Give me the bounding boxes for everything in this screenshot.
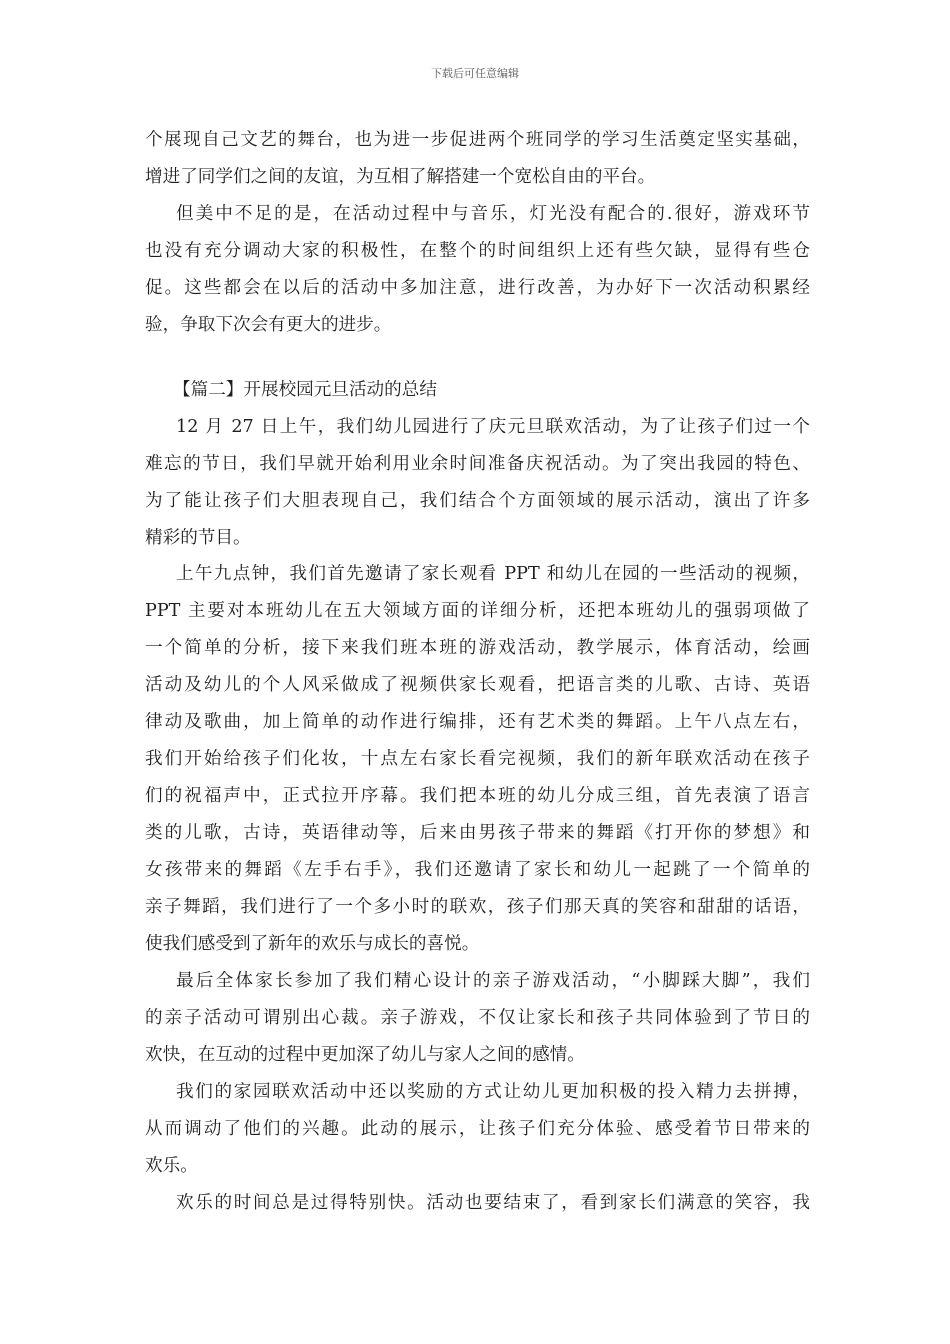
text-line: 律动及歌曲，加上简单的动作进行编排，还有艺术类的舞蹈。上午八点左右， bbox=[145, 712, 810, 732]
section-heading: 【篇二】开展校园元旦活动的总结 bbox=[173, 380, 437, 400]
text-line: 也没有充分调动大家的积极性，在整个的时间组织上还有些欠缺，显得有些仓 bbox=[145, 241, 810, 261]
text-line: 女孩带来的舞蹈《左手右手》，我们还邀请了家长和幼儿一起跳了一个简单的 bbox=[145, 860, 810, 880]
text-line: 亲子舞蹈，我们进行了一个多小时的联欢，孩子们那天真的笑容和甜甜的话语， bbox=[145, 897, 810, 917]
text-line: 增进了同学们之间的友谊，为互相了解搭建一个宽松自由的平台。 bbox=[145, 167, 656, 187]
text-line: 类的儿歌，古诗，英语律动等，后来由男孩子带来的舞蹈《打开你的梦想》和 bbox=[145, 823, 810, 843]
text-line: PPT 主要对本班幼儿在五大领域方面的详细分析，还把本班幼儿的强弱项做了 bbox=[145, 601, 810, 621]
text-line: 上午九点钟，我们首先邀请了家长观看 PPT 和幼儿在园的一些活动的视频， bbox=[176, 564, 810, 584]
text-line: 但美中不足的是，在活动过程中与音乐，灯光没有配合的.很好，游戏环节 bbox=[176, 204, 810, 224]
text-line: 促。这些都会在以后的活动中多加注意，进行改善，为办好下一次活动积累经 bbox=[145, 278, 810, 298]
text-line: 验，争取下次会有更大的进步。 bbox=[145, 315, 392, 335]
page-header: 下载后可任意编辑 bbox=[431, 67, 519, 80]
text-line: 一个简单的分析，接下来我们班本班的游戏活动，教学展示，体育活动，绘画 bbox=[145, 638, 810, 658]
text-line: 12 月 27 日上午，我们幼儿园进行了庆元旦联欢活动，为了让孩子们过一个 bbox=[176, 417, 810, 437]
text-line: 的亲子活动可谓别出心裁。亲子游戏，不仅让家长和孩子共同体验到了节日的 bbox=[145, 1008, 810, 1028]
text-line: 最后全体家长参加了我们精心设计的亲子游戏活动，“小脚踩大脚”，我们 bbox=[176, 971, 810, 991]
text-line: 个展现自己文艺的舞台，也为进一步促进两个班同学的学习生活奠定坚实基础， bbox=[145, 130, 810, 150]
text-line: 从而调动了他们的兴趣。此动的展示，让孩子们充分体验、感受着节日带来的 bbox=[145, 1119, 810, 1139]
text-line: 欢乐的时间总是过得特别快。活动也要结束了，看到家长们满意的笑容，我 bbox=[176, 1193, 810, 1213]
text-line: 精彩的节目。 bbox=[145, 528, 251, 548]
text-line: 使我们感受到了新年的欢乐与成长的喜悦。 bbox=[145, 934, 480, 954]
text-line: 活动及幼儿的个人风采做成了视频供家长观看，把语言类的儿歌、古诗、英语 bbox=[145, 675, 810, 695]
text-line: 欢快，在互动的过程中更加深了幼儿与家人之间的感情。 bbox=[145, 1045, 585, 1065]
text-line: 们的祝福声中，正式拉开序幕。我们把本班的幼儿分成三组，首先表演了语言 bbox=[145, 786, 810, 806]
text-line: 我们的家园联欢活动中还以奖励的方式让幼儿更加积极的投入精力去拼搏， bbox=[176, 1082, 810, 1102]
text-line: 我们开始给孩子们化妆，十点左右家长看完视频，我们的新年联欢活动在孩子 bbox=[145, 749, 810, 769]
text-line: 为了能让孩子们大胆表现自己，我们结合个方面领域的展示活动，演出了许多 bbox=[145, 491, 810, 511]
text-line: 欢乐。 bbox=[145, 1156, 198, 1176]
text-line: 难忘的节日，我们早就开始利用业余时间准备庆祝活动。为了突出我园的特色、 bbox=[145, 454, 810, 474]
